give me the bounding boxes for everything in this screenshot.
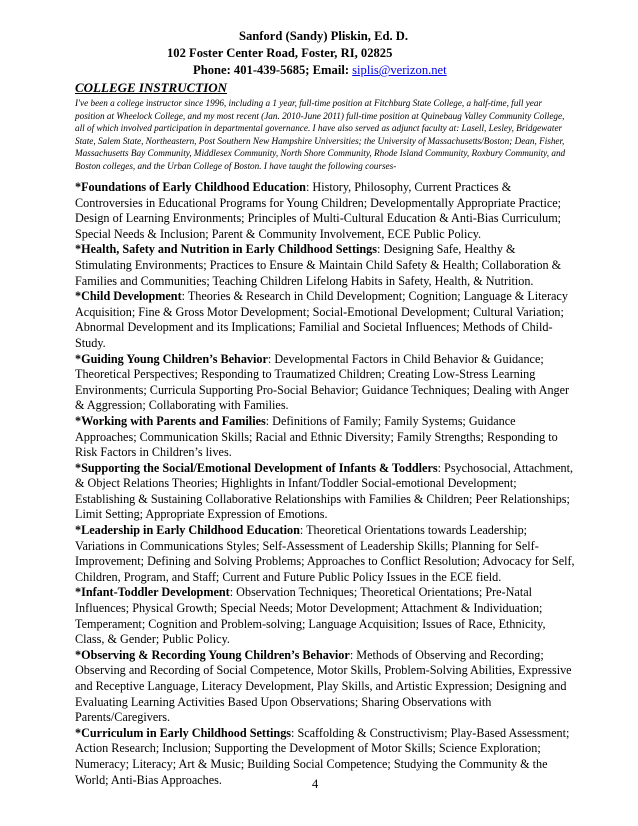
course-title: *Foundations of Early Childhood Education	[75, 180, 306, 194]
course-title: *Curriculum in Early Childhood Settings	[75, 725, 292, 740]
course-item	[75, 648, 575, 726]
course-description: : Observation Techniques; Theoretical Orientations; Pre-Natal Influences; Physical Growth; Special Needs; Motor Development; Attachment & Individuation; Temperament; Cognition and Problem-solving; Language Acquisition; Issues of Race, Ethnicity, Class, & Gender; Public Policy.	[75, 585, 546, 647]
course-title: *Health, Safety and Nutrition in Early Childhood Settings	[75, 242, 378, 257]
course-description: : Definitions of Family; Family Systems; Guidance Approaches; Communication Skills; Racial and Ethnic Diversity; Family Strengths; Responding to Risk Factors in Children’s lives.	[75, 413, 558, 460]
course-title: *Leadership in Early Childhood Education	[75, 523, 300, 538]
course-title: *Working with Parents and Families	[75, 413, 266, 428]
section-intro: I've been a college instructor since 1996, including a 1 year, full-time position at Fitchburg State College, a half-time, full year position at Wheelock College, and my most recent (Jan. 2010-June 2011) full-time position at Quinebaug Valley Community College, all of which involved participation in departmental governance. I have also served as adjunct faculty at: Lasell, Lesley, Bridgewater State, Salem State, Northeastern, Post Southern New Hampshire Universities; the University of Massachusetts/Boston; Dean, Fisher, Massachusetts Bay Community, Middlesex Community, North Shore Community, Rhode Island Community, Roxbury Community, and Boston colleges, and the Urban College of Boston. I have taught the following courses-	[75, 98, 566, 171]
course-item	[75, 352, 575, 414]
course-title: *Guiding Young Children’s Behavior	[75, 351, 268, 366]
course-description: : Methods of Observing and Recording; Observing and Recording of Social Competence, Motor Skills, Problem-Solving Abilities, Expressive and Receptive Language, Literacy Development, Play Skills, and Artistic Expression; Designing and Evaluating Learning Activities Based Upon Observations; Sharing Observations with Parents/Caregivers.	[75, 647, 572, 725]
course-description: : Developmental Factors in Child Behavior & Guidance; Theoretical Perspectives; Responding to Traumatized Children; Creating Low-Stress Learning Environments; Curricula Supporting Pro-Social Behavior; Guidance Techniques; Dealing with Anger & Aggression; Collaborating with Families.	[75, 351, 570, 413]
course-description: : Psychosocial, Attachment, & Object Relations Theories; Highlights in Infant/Toddler Social-emotional Development; Establishing & Sustaining Collaborative Relationships with Families & Children; Peer Relationships; Limit Setting; Appropriate Expression of Emotions.	[75, 460, 574, 522]
author-name: Sanford (Sandy) Pliskin, Ed. D.	[239, 29, 409, 43]
author-contact	[193, 63, 447, 78]
course-title: *Child Development	[75, 289, 182, 304]
course-description: : Theories & Research in Child Development; Cognition; Language & Literacy Acquisition; Fine & Gross Motor Development; Social-Emotional Development; Cultural Variation; Abnormal Development and its Implications; Familial and Societal Influences; Methods of Child-Study.	[75, 289, 568, 350]
course-description: : Theoretical Orientations towards Leadership; Variations in Communications Styles; Self-Assessment of Leadership Skills; Planning for Self-Improvement; Defining and Solving Problems; Approaches to Conflict Resolution; Advocacy for Self, Children, Program, and Staff; Current and Future Public Policy Issues in the ECE field.	[75, 523, 575, 584]
section-title: COLLEGE INSTRUCTION	[75, 80, 228, 95]
course-description: : History, Philosophy, Current Practices & Controversies in Educational Programs for Young Children; Developmentally Appropriate Practice; Design of Learning Environments; Principles of Multi-Cultural Education & Anti-Bias Curriculum; Special Needs & Inclusion; Parent & Community Involvement, ECE Public Policy.	[75, 180, 562, 241]
course-item	[75, 585, 575, 647]
course-item	[75, 242, 575, 289]
course-title: *Observing & Recording Young Children’s Behavior	[75, 647, 350, 662]
course-item	[75, 180, 575, 242]
page-number: 4	[312, 777, 319, 791]
course-item	[75, 289, 575, 351]
course-item	[75, 523, 575, 585]
course-list	[75, 180, 575, 788]
email-link[interactable]: siplis@verizon.net	[352, 63, 447, 77]
course-description: : Scaffolding & Constructivism; Play-Based Assessment; Action Research; Inclusion; Supporting the Development of Motor Skills; Science Exploration; Numeracy; Literacy; Art & Music; Building Social Competence; Studying the Community & the World; Anti-Bias Approaches.	[75, 725, 570, 787]
course-description: : Designing Safe, Healthy & Stimulating Environments; Practices to Ensure & Maintain Child Safety & Health; Collaboration & Families and Communities; Teaching Children Lifelong Habits in Safety, Health, & Nutrition.	[75, 242, 562, 288]
author-address: 102 Foster Center Road, Foster, RI, 02825	[167, 46, 393, 60]
course-title: *Supporting the Social/Emotional Development of Infants & Toddlers	[75, 460, 438, 475]
course-item	[75, 726, 575, 788]
course-item	[75, 461, 575, 523]
course-item	[75, 414, 575, 461]
course-title: *Infant-Toddler Development	[75, 585, 230, 600]
contact-prefix: Phone: 401-439-5685; Email:	[193, 63, 353, 77]
